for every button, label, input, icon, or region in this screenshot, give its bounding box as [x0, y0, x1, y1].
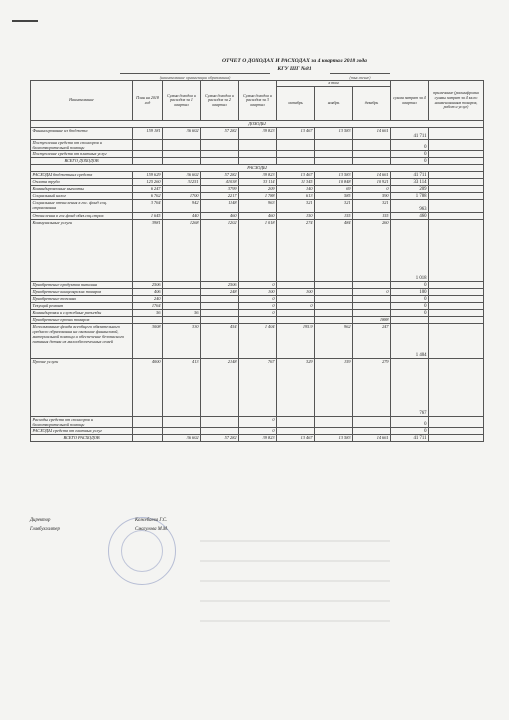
cell-nov — [315, 417, 353, 428]
header-q2: Сумма доходов и расходов за 2 квартал — [201, 81, 239, 121]
cell-nov: 13 583 — [315, 128, 353, 140]
header-incl: в том — [277, 81, 391, 87]
cell-oct — [277, 296, 315, 303]
cell-note — [429, 128, 484, 140]
cell-q3: 767 — [239, 359, 277, 417]
cell-q3 — [239, 317, 277, 324]
cell-oct: 13 467 — [277, 435, 315, 442]
cell-q3: 100 — [239, 289, 277, 296]
cell-oct: 11 345 — [277, 179, 315, 186]
cell-oct: 13 467 — [277, 128, 315, 140]
cell-q4-total: 767 — [391, 359, 429, 417]
cell-plan: 56 — [133, 310, 163, 317]
table-row — [31, 200, 484, 213]
cell-plan: 406 — [133, 289, 163, 296]
cell-q2: 57 282 — [201, 128, 239, 140]
cell-nov — [315, 310, 353, 317]
cell-plan: 3981 — [133, 220, 163, 282]
cell-dec: 10 921 — [353, 179, 391, 186]
top-mark — [12, 20, 38, 22]
table-row — [31, 417, 484, 428]
cell-note — [429, 428, 484, 435]
row-label: Приобретение топлива — [31, 296, 133, 303]
cell-plan — [133, 428, 163, 435]
cell-oct: 150 — [277, 213, 315, 220]
table-row — [31, 296, 484, 303]
cell-q1 — [163, 186, 201, 193]
cell-oct — [277, 417, 315, 428]
header-plan: План на 2018 год — [133, 81, 163, 121]
cell-nov: 585 — [315, 193, 353, 200]
cell-note — [429, 303, 484, 310]
cell-q4-total: 1 788 — [391, 193, 429, 200]
cell-q4-total: 0 — [391, 310, 429, 317]
cell-note — [429, 359, 484, 417]
cell-q1: 413 — [163, 359, 201, 417]
cell-q2 — [201, 417, 239, 428]
cell-dec: 14 661 — [353, 172, 391, 179]
cell-q3: 39 823 — [239, 128, 277, 140]
cell-oct: 613 — [277, 193, 315, 200]
cell-q4-total: 41 711 — [391, 435, 429, 442]
cell-q3: 0 — [239, 310, 277, 317]
cell-plan: 4000 — [133, 359, 163, 417]
cell-note — [429, 324, 484, 359]
cell-nov: 10 848 — [315, 179, 353, 186]
header-nov: ноябрь — [315, 87, 353, 121]
cell-q2: 460 — [201, 213, 239, 220]
cell-q1: 36 602 — [163, 128, 201, 140]
row-label: Финансирование из бюджета — [31, 128, 133, 140]
cell-note — [429, 310, 484, 317]
cell-note — [429, 435, 484, 442]
cell-plan: 3 764 — [133, 200, 163, 213]
cell-q1: 36 602 — [163, 172, 201, 179]
cell-plan: 240 — [133, 296, 163, 303]
section-expense — [31, 165, 484, 172]
cell-q1: 1700 — [163, 193, 201, 200]
cell-q3 — [239, 158, 277, 165]
cell-dec — [353, 417, 391, 428]
report-title: ОТЧЕТ О ДОХОДАХ И РАСХОДАХ за 4 квартал 2018 года — [222, 58, 367, 64]
bleed-through-line — [200, 620, 390, 622]
cell-q2: 1202 — [201, 220, 239, 282]
bleed-through-line — [200, 560, 390, 562]
cell-q3: 39 823 — [239, 172, 277, 179]
row-label: Коммунальные услуги — [31, 220, 133, 282]
table-row — [31, 289, 484, 296]
director-label: Директор — [30, 518, 51, 523]
cell-q2: 248 — [201, 289, 239, 296]
cell-note — [429, 172, 484, 179]
table-row — [31, 303, 484, 310]
cell-dec: 590 — [353, 193, 391, 200]
cell-q3: 1 018 — [239, 220, 277, 282]
cell-q4-total: 0 — [391, 151, 429, 158]
table-row — [31, 193, 484, 200]
unit-caption: (тыс.тенге) — [330, 73, 390, 80]
row-label: Использование фонда всеобщего обязательного среднего образования на оказание финансовой, материальной помощи и обеспечение безопасного питания детям из малообеспеченных семей — [31, 324, 133, 359]
cell-dec — [353, 428, 391, 435]
cell-dec: 260 — [353, 220, 391, 282]
cell-note — [429, 158, 484, 165]
cell-q4-total: 0 — [391, 303, 429, 310]
bleed-through-line — [200, 580, 390, 582]
cell-nov — [315, 303, 353, 310]
cell-note — [429, 317, 484, 324]
cell-q4-total: 33 114 — [391, 179, 429, 186]
cell-q3 — [239, 151, 277, 158]
cell-q1: 56 — [163, 310, 201, 317]
cell-q2: 2506 — [201, 282, 239, 289]
cell-oct: 274 — [277, 220, 315, 282]
cell-q4-total: 0 — [391, 296, 429, 303]
table-row — [31, 128, 484, 140]
row-label: Приобретение прочих товаров — [31, 317, 133, 324]
cell-plan — [133, 158, 163, 165]
cell-q3: 963 — [239, 200, 277, 213]
header-q3: Сумма доходов и расходов за 3 квартал — [239, 81, 277, 121]
cell-plan — [133, 140, 163, 151]
row-label: Социальные отчисления в гос. фонд соц. страхования — [31, 200, 133, 213]
table-row — [31, 359, 484, 417]
cell-q3: 1 404 — [239, 324, 277, 359]
cell-dec: 0 — [353, 186, 391, 193]
cell-q1 — [163, 303, 201, 310]
cell-q1 — [163, 151, 201, 158]
cell-nov: 13 583 — [315, 435, 353, 442]
row-label: Командировки и служебные разъезды — [31, 310, 133, 317]
cell-dec: 247 — [353, 324, 391, 359]
row-label: РАСХОДЫ средств от платных услуг — [31, 428, 133, 435]
cell-plan: 6 762 — [133, 193, 163, 200]
cell-dec: 1888 — [353, 317, 391, 324]
cell-q4-total: 0 — [391, 158, 429, 165]
cell-q1 — [163, 140, 201, 151]
table-row — [31, 220, 484, 282]
cell-q1: 36 602 — [163, 435, 201, 442]
cell-q1: 1268 — [163, 220, 201, 282]
cell-note — [429, 417, 484, 428]
cell-q3: 39 823 — [239, 435, 277, 442]
cell-dec — [353, 303, 391, 310]
cell-oct — [277, 282, 315, 289]
table-row — [31, 158, 484, 165]
cell-oct: 321 — [277, 200, 315, 213]
bleed-through-line — [200, 600, 390, 602]
cell-q4-total: 0 — [391, 282, 429, 289]
cell-nov: 159 — [315, 359, 353, 417]
header-q4: сумма затрат за 4 квартал — [391, 81, 429, 121]
cell-plan: 1 645 — [133, 213, 163, 220]
accountant-name: Смагулова М.М. — [135, 527, 169, 532]
cell-q1: 942 — [163, 200, 201, 213]
row-label: ВСЕГО РАСХОДОВ — [31, 435, 133, 442]
table-row — [31, 435, 484, 442]
cell-oct: 100 — [277, 289, 315, 296]
cell-dec — [353, 282, 391, 289]
header-oct: октябрь — [277, 87, 315, 121]
cell-q3: 0 — [239, 296, 277, 303]
cell-q3: 460 — [239, 213, 277, 220]
income-expense-table — [30, 80, 484, 442]
cell-q2 — [201, 310, 239, 317]
row-label: ВСЕГО ДОХОДОВ — [31, 158, 133, 165]
cell-q2 — [201, 151, 239, 158]
cell-plan — [133, 317, 163, 324]
cell-q1 — [163, 158, 201, 165]
cell-q4-total: 0 — [391, 140, 429, 151]
row-label: Социальный налог — [31, 193, 133, 200]
cell-note — [429, 220, 484, 282]
cell-note — [429, 140, 484, 151]
cell-q2: 1148 — [201, 200, 239, 213]
cell-q2: 57 282 — [201, 172, 239, 179]
cell-q3: 0 — [239, 303, 277, 310]
cell-oct: 0 — [277, 303, 315, 310]
row-label: Текущий ремонт — [31, 303, 133, 310]
cell-q1 — [163, 296, 201, 303]
cell-q4-total: 1 404 — [391, 324, 429, 359]
cell-nov — [315, 158, 353, 165]
cell-plan: 1764 — [133, 303, 163, 310]
table-row — [31, 151, 484, 158]
cell-q2: 57 282 — [201, 435, 239, 442]
cell-dec — [353, 158, 391, 165]
cell-q1 — [163, 317, 201, 324]
cell-dec: 279 — [353, 359, 391, 417]
cell-oct — [277, 151, 315, 158]
table-row — [31, 186, 484, 193]
row-label: Расходы средств от спонсоров и благотворительной помощи — [31, 417, 133, 428]
cell-q3: 209 — [239, 186, 277, 193]
row-label: Поступление средств от платных услуг — [31, 151, 133, 158]
cell-nov — [315, 428, 353, 435]
director-name: Кожебаева Г.С. — [135, 518, 168, 523]
cell-q4-total: 41 711 — [391, 128, 429, 140]
row-label: Приобретение канцелярских товаров — [31, 289, 133, 296]
table-row — [31, 310, 484, 317]
cell-q3: 0 — [239, 282, 277, 289]
cell-q2: 2217 — [201, 193, 239, 200]
cell-nov: 13 583 — [315, 172, 353, 179]
cell-q3 — [239, 140, 277, 151]
cell-nov — [315, 140, 353, 151]
table-row — [31, 317, 484, 324]
cell-note — [429, 200, 484, 213]
cell-q3: 1 788 — [239, 193, 277, 200]
cell-plan — [133, 151, 163, 158]
cell-q4-total: 460 — [391, 213, 429, 220]
cell-plan — [133, 417, 163, 428]
section-income — [31, 121, 484, 128]
cell-nov — [315, 282, 353, 289]
cell-q2 — [201, 296, 239, 303]
cell-oct — [277, 428, 315, 435]
cell-q2 — [201, 317, 239, 324]
cell-dec — [353, 296, 391, 303]
accountant-label: Главбухгалтер — [30, 527, 60, 532]
cell-nov: 484 — [315, 220, 353, 282]
table-row — [31, 428, 484, 435]
org-caption: (наименование организации образования) — [120, 73, 270, 80]
cell-dec: 14 661 — [353, 128, 391, 140]
table-row — [31, 213, 484, 220]
header-name: Наименование — [31, 81, 133, 121]
cell-q2 — [201, 140, 239, 151]
cell-dec — [353, 151, 391, 158]
cell-oct — [277, 158, 315, 165]
table-row — [31, 324, 484, 359]
cell-plan: 159 629 — [133, 172, 163, 179]
cell-q4-total: 0 — [391, 428, 429, 435]
cell-oct: 13 467 — [277, 172, 315, 179]
cell-dec: 321 — [353, 200, 391, 213]
cell-q4-total: 209 — [391, 186, 429, 193]
cell-q2: 41038 — [201, 179, 239, 186]
cell-note — [429, 151, 484, 158]
row-label: Оплата труда — [31, 179, 133, 186]
section-title: РАСХОДЫ — [31, 165, 484, 172]
cell-q2: 3799 — [201, 186, 239, 193]
cell-nov — [315, 151, 353, 158]
cell-nov: 155 — [315, 213, 353, 220]
header-note: примечание (расшифровка суммы затрат за 4 кв.по наименованиям товаров, работ и услуг) — [429, 81, 484, 121]
cell-oct: 195.9 — [277, 324, 315, 359]
cell-nov: 962 — [315, 324, 353, 359]
bleed-through-line — [200, 540, 390, 542]
cell-q2 — [201, 428, 239, 435]
cell-q2: 454 — [201, 324, 239, 359]
cell-oct: 140 — [277, 186, 315, 193]
header-q1: Сумма доходов и расходов за 1 квартал — [163, 81, 201, 121]
cell-plan: 3008 — [133, 324, 163, 359]
cell-nov — [315, 289, 353, 296]
section-title: ДОХОДЫ — [31, 121, 484, 128]
row-label: Прочие услуги — [31, 359, 133, 417]
row-label: Отчисления в гос.фонд обяз.соц.страх — [31, 213, 133, 220]
cell-plan: 6 247 — [133, 186, 163, 193]
cell-q4-total: 0 — [391, 417, 429, 428]
cell-q2: 2148 — [201, 359, 239, 417]
cell-nov — [315, 317, 353, 324]
cell-oct: 329 — [277, 359, 315, 417]
cell-q2 — [201, 158, 239, 165]
row-label: Приобретение продуктов питания — [31, 282, 133, 289]
cell-note — [429, 213, 484, 220]
cell-nov — [315, 296, 353, 303]
cell-plan: 2506 — [133, 282, 163, 289]
table-body — [31, 121, 484, 442]
cell-q4-total: 963 — [391, 200, 429, 213]
header-dec: декабрь — [353, 87, 391, 121]
cell-oct — [277, 317, 315, 324]
cell-plan: 125 260 — [133, 179, 163, 186]
cell-oct — [277, 310, 315, 317]
row-label: Командировочные выплаты — [31, 186, 133, 193]
cell-q4-total: 41 711 — [391, 172, 429, 179]
cell-dec: 0 — [353, 289, 391, 296]
row-label: Поступления средств от спонсоров и благотворительной помощи — [31, 140, 133, 151]
org-name: КГУ ШГ №81 — [277, 66, 312, 72]
cell-nov: 69 — [315, 186, 353, 193]
cell-q4-total: 100 — [391, 289, 429, 296]
cell-note — [429, 282, 484, 289]
cell-q4-total: 1 018 — [391, 220, 429, 282]
cell-note — [429, 186, 484, 193]
cell-plan — [133, 435, 163, 442]
table-row — [31, 140, 484, 151]
cell-q3: 33 114 — [239, 179, 277, 186]
cell-note — [429, 193, 484, 200]
cell-plan: 159 181 — [133, 128, 163, 140]
table-row — [31, 282, 484, 289]
cell-q2 — [201, 303, 239, 310]
cell-q1: 440 — [163, 213, 201, 220]
cell-dec — [353, 310, 391, 317]
row-label: РАСХОДЫ бюджетных средств — [31, 172, 133, 179]
cell-oct — [277, 140, 315, 151]
cell-q4-total — [391, 317, 429, 324]
cell-q1 — [163, 282, 201, 289]
cell-q3: 0 — [239, 428, 277, 435]
cell-q1: 330 — [163, 324, 201, 359]
table-row — [31, 179, 484, 186]
cell-nov: 321 — [315, 200, 353, 213]
cell-q1 — [163, 417, 201, 428]
cell-q1 — [163, 428, 201, 435]
cell-note — [429, 179, 484, 186]
cell-note — [429, 289, 484, 296]
cell-q1: 31251 — [163, 179, 201, 186]
cell-dec: 155 — [353, 213, 391, 220]
cell-q3: 0 — [239, 417, 277, 428]
cell-dec — [353, 140, 391, 151]
cell-dec: 14 661 — [353, 435, 391, 442]
table-row — [31, 172, 484, 179]
cell-note — [429, 296, 484, 303]
cell-q1 — [163, 289, 201, 296]
